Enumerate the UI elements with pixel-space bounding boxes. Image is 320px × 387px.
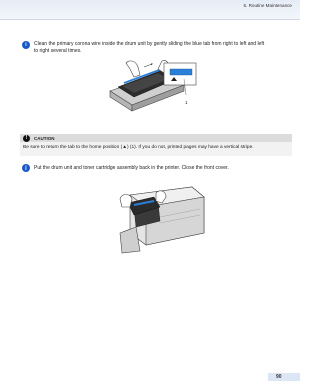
header-divider — [0, 19, 300, 20]
drum-unit-illustration — [100, 55, 200, 123]
step-badge-i: i — [22, 41, 30, 49]
caution-header — [20, 134, 292, 142]
step-j-text: Put the drum unit and toner cartridge assembly back in the printer. Close the front cover. — [34, 165, 229, 171]
printer-illustration — [100, 177, 210, 255]
caution-box — [20, 134, 292, 156]
step-i-text — [34, 41, 292, 55]
caution-label: CAUTION — [34, 135, 55, 141]
page-number: 90 — [276, 374, 282, 380]
footer-page-tab — [268, 373, 300, 381]
exclamation-icon: ! — [23, 135, 30, 142]
chapter-title: 6. Routine Maintenance — [243, 3, 292, 8]
step-badge-j: j — [22, 164, 30, 172]
figure1-callout: 1 — [185, 100, 188, 105]
caution-body — [20, 142, 292, 156]
caution-text: Be sure to return the tab to the home position (▲) (1). If you do not, printed pages may have a vertical stripe. — [23, 145, 254, 150]
step-i-line1: Clean the primary corona wire inside the drum unit by gently sliding the blue tab from right to left and left — [34, 41, 265, 47]
step-i-line2: to right several times. — [34, 48, 82, 54]
